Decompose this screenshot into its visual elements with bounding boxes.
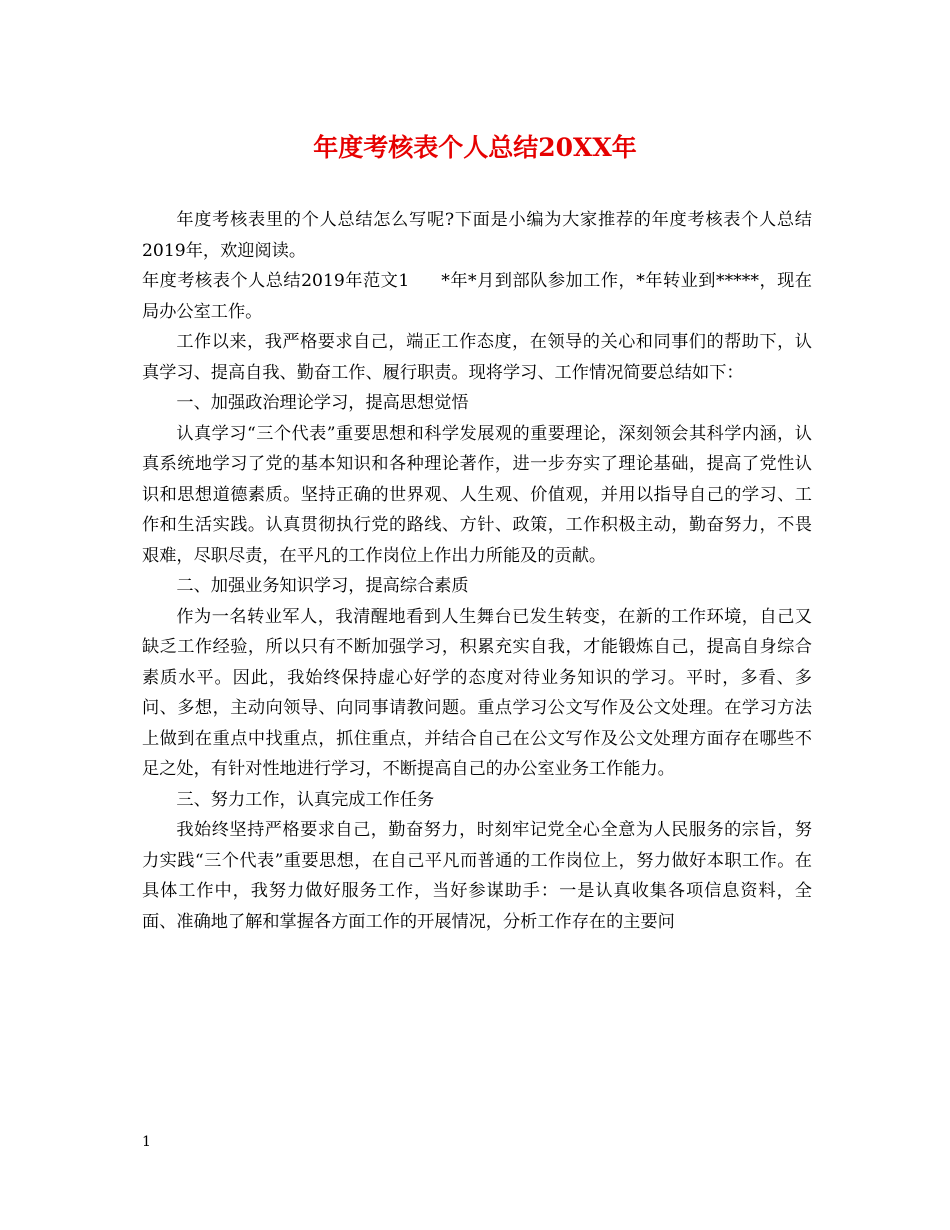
document-title: 年度考核表个人总结20XX年 xyxy=(313,133,637,162)
section-3-paragraph: 我始终坚持严格要求自己，勤奋努力，时刻牢记党全心全意为人民服务的宗旨，努力实践“三个代表”重要思想，在自己平凡而普通的工作岗位上，努力做好本职工作。在具体工作中，我努力做好服务工作，当好参谋助手：一是认真收集各项信息资料，全面、准确地了解和掌握各方面工作的开展情况，分析工作存在的主要问 xyxy=(142,820,812,932)
section-1-paragraph: 认真学习“三个代表”重要思想和科学发展观的重要理论，深刻领会其科学内涵，认真系统地学习了党的基本知识和各种理论著作，进一步夯实了理论基础，提高了党性认识和思想道德素质。坚持正确的世界观、人生观、价值观，并用以指导自己的学习、工作和生活实践。认真贯彻执行党的路线、方针、政策，工作积极主动，勤奋努力，不畏艰难，尽职尽责，在平凡的工作岗位上作出力所能及的贡献。 xyxy=(142,423,812,566)
section-heading-3: 三、努力工作，认真完成工作任务 xyxy=(176,789,435,810)
section-heading-2: 二、加强业务知识学习，提高综合素质 xyxy=(176,576,469,596)
sample-paragraph xyxy=(142,266,812,327)
section-heading-1: 一、加强政治理论学习，提高思想觉悟 xyxy=(176,393,469,413)
document-body xyxy=(142,205,812,937)
intro-paragraph: 年度考核表里的个人总结怎么写呢?下面是小编为大家推荐的年度考核表个人总结2019年，欢迎阅读。 xyxy=(142,210,812,261)
section-2-paragraph: 作为一名转业军人，我清醒地看到人生舞台已发生转变，在新的工作环境，自己又缺乏工作经验，所以只有不断加强学习，积累充实自我，才能锻炼自己，提高自身综合素质水平。因此，我始终保持虚心好学的态度对待业务知识的学习。平时，多看、多问、多想，主动向领导、向同事请教问题。重点学习公文写作及公文处理。在学习方法上做到在重点中找重点，抓住重点，并结合自己在公文写作及公文处理方面存在哪些不足之处，有针对性地进行学习，不断提高自己的办公室业务工作能力。 xyxy=(142,606,812,779)
work-overview-paragraph: 工作以来，我严格要求自己，端正工作态度，在领导的关心和同事们的帮助下，认真学习、提高自我、勤奋工作、履行职责。现将学习、工作情况简要总结如下： xyxy=(142,332,812,383)
sample-first-text: *年*月到部队参加工作，*年转业到*****，现在局办公室工作。 xyxy=(142,271,812,322)
sample-label: 年度考核表个人总结2019年范文1 xyxy=(142,271,410,291)
page-number: 1 xyxy=(142,1134,151,1150)
